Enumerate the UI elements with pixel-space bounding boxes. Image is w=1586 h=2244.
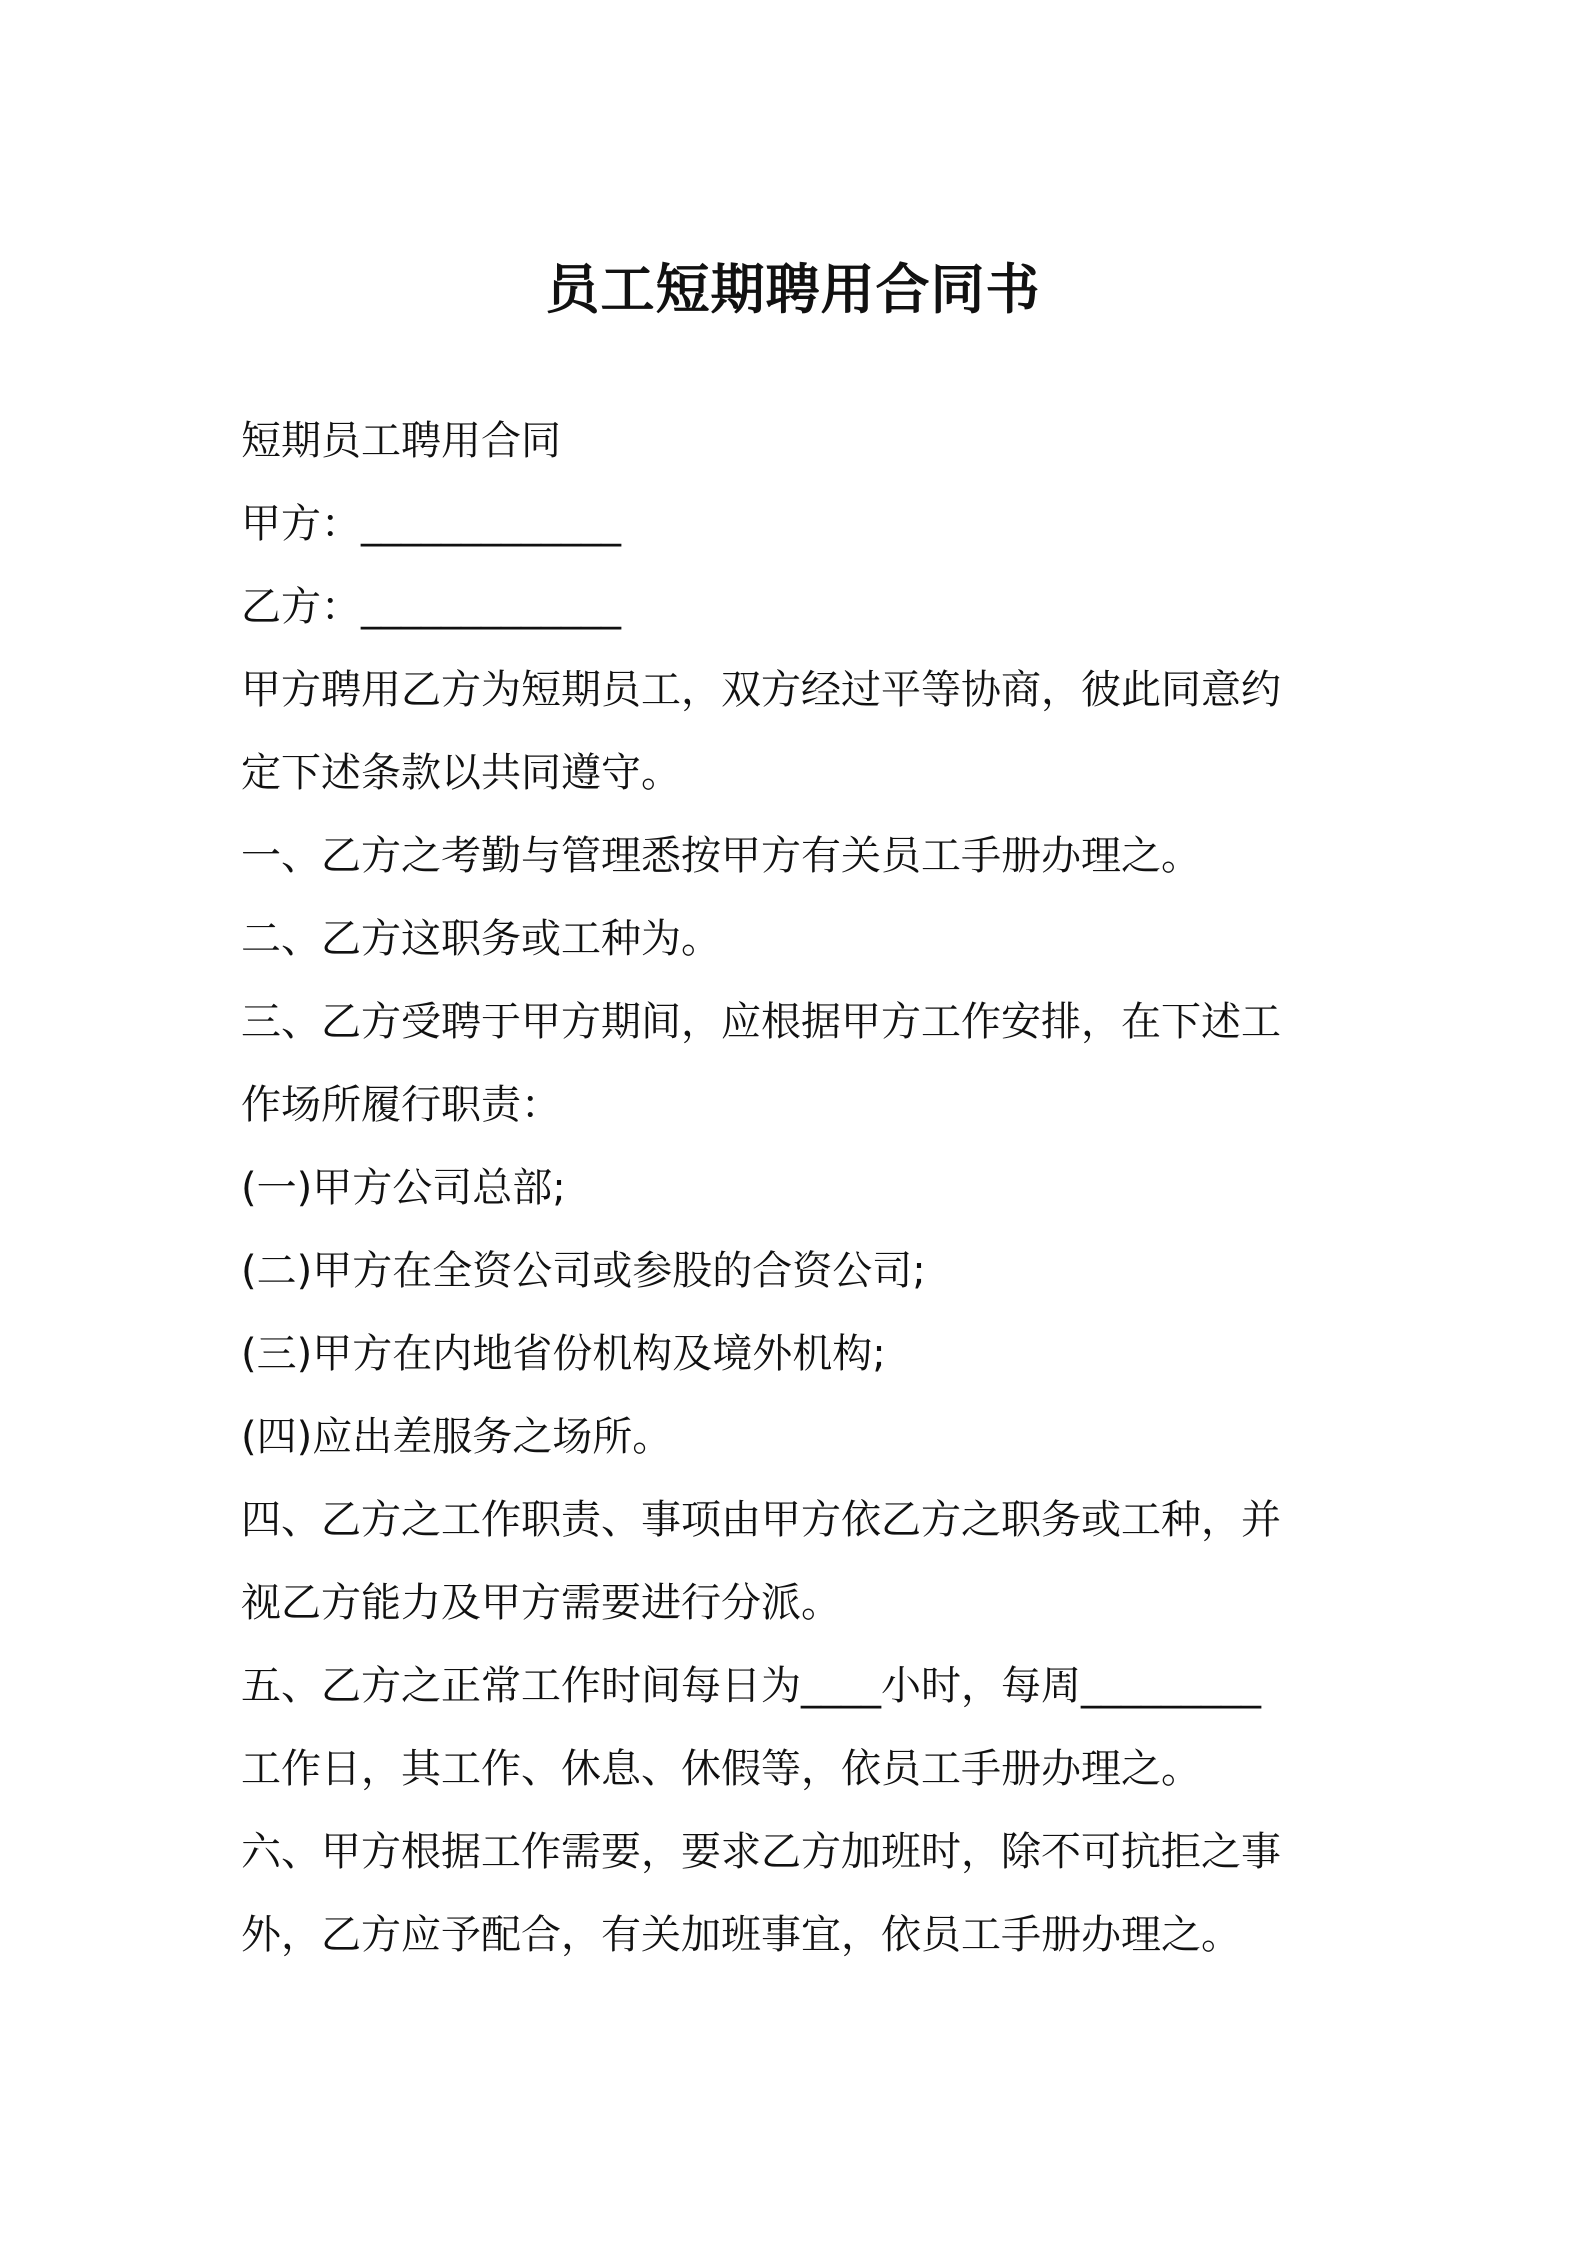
party-b-line: 乙方：_____________ bbox=[241, 584, 621, 630]
document-body bbox=[241, 400, 1351, 1977]
clause-1: 一、乙方之考勤与管理悉按甲方有关员工手册办理之。 bbox=[241, 833, 1201, 879]
clause-3-item-2: (二)甲方在全资公司或参股的合资公司; bbox=[241, 1248, 926, 1294]
clause-3-item-3: (三)甲方在内地省份机构及境外机构; bbox=[241, 1331, 886, 1377]
contract-subtitle: 短期员工聘用合同 bbox=[241, 418, 561, 464]
clause-6-line-1: 六、甲方根据工作需要，要求乙方加班时，除不可抗拒之事 bbox=[241, 1829, 1281, 1875]
clause-2: 二、乙方这职务或工种为。 bbox=[241, 916, 721, 962]
clause-3-item-1: (一)甲方公司总部; bbox=[241, 1165, 566, 1211]
clause-4-line-2: 视乙方能力及甲方需要进行分派。 bbox=[241, 1580, 841, 1626]
clause-6-line-2: 外，乙方应予配合，有关加班事宜，依员工手册办理之。 bbox=[241, 1912, 1241, 1958]
preamble-line-2: 定下述条款以共同遵守。 bbox=[241, 750, 681, 796]
clause-5-line-1: 五、乙方之正常工作时间每日为____小时，每周_________ bbox=[241, 1663, 1261, 1709]
clause-3-item-4: (四)应出差服务之场所。 bbox=[241, 1414, 673, 1460]
preamble-line-1: 甲方聘用乙方为短期员工，双方经过平等协商，彼此同意约 bbox=[241, 667, 1281, 713]
clause-3-line-1: 三、乙方受聘于甲方期间，应根据甲方工作安排，在下述工 bbox=[241, 999, 1281, 1045]
clause-4-line-1: 四、乙方之工作职责、事项由甲方依乙方之职务或工种，并 bbox=[241, 1497, 1281, 1543]
clause-5-line-2: 工作日，其工作、休息、休假等，依员工手册办理之。 bbox=[241, 1746, 1201, 1792]
party-a-line: 甲方：_____________ bbox=[241, 501, 621, 547]
clause-3-line-2: 作场所履行职责： bbox=[241, 1082, 561, 1128]
document-title: 员工短期聘用合同书 bbox=[545, 258, 1041, 321]
